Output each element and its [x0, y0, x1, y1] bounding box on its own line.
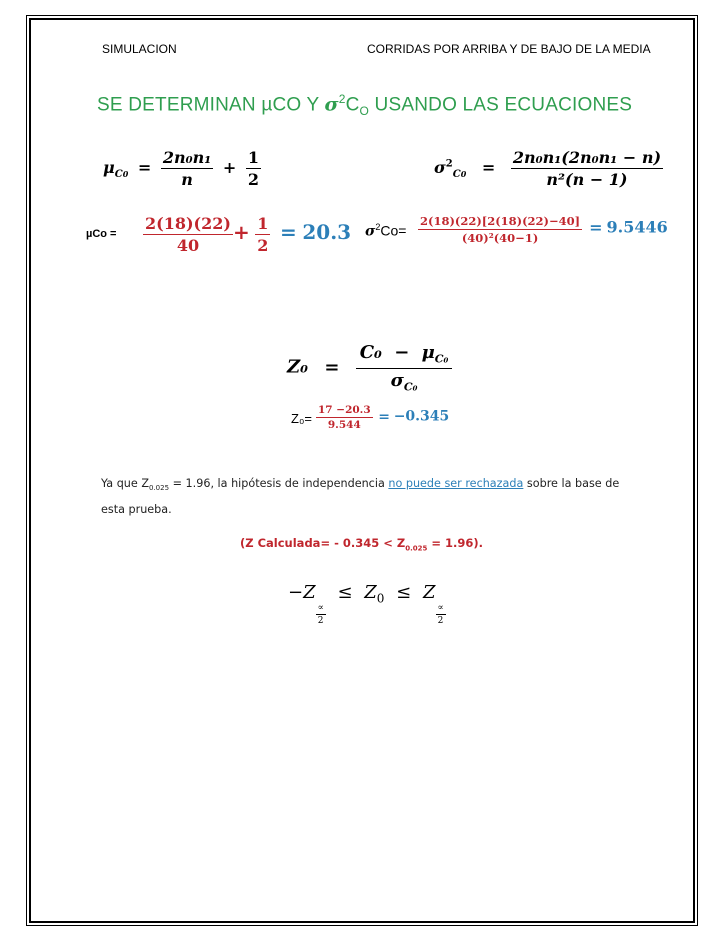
mean-calc-half — [255, 214, 270, 255]
z-formula — [287, 342, 452, 393]
inequality — [288, 582, 446, 626]
conclusion-pre: (Z Calculada= - 0.345 < Z — [240, 536, 406, 550]
z-eq: = — [324, 356, 340, 378]
z-num-b-sub: C₀ — [434, 352, 449, 366]
ineq-z1-sub — [316, 603, 326, 626]
conclusion — [240, 536, 483, 552]
mean-calc-fraction — [143, 214, 233, 255]
mean-calc-eq: = — [280, 220, 297, 244]
z-den-sub: C₀ — [403, 380, 418, 394]
ineq-z1-letter: Z — [303, 582, 316, 603]
mean-calc — [143, 214, 351, 255]
conclusion-sub: 0.025 — [405, 544, 428, 553]
mean-eq: = — [137, 158, 152, 177]
z-calc-fraction — [316, 404, 373, 431]
mean-half-num: 1 — [247, 148, 259, 167]
var-calc-den: (40)²(40−1) — [461, 231, 539, 245]
mean-half — [246, 148, 261, 189]
var-fraction — [511, 148, 663, 189]
var-lhs: σ — [434, 158, 446, 177]
ineq-alpha2: ∝ — [437, 603, 444, 613]
z-calc-eq: = — [378, 408, 391, 425]
para-post: sobre la base de — [523, 477, 620, 490]
mean-calc-result: 20.3 — [302, 220, 352, 244]
z-num-minus: − — [394, 342, 410, 363]
para-sub: 0.025 — [149, 484, 170, 493]
var-calc-num: 2(18)(22)[2(18)(22)−40] — [420, 214, 581, 228]
ineq-z2-sub — [436, 603, 446, 626]
var-calc-rest: Co= — [380, 222, 407, 239]
para-pre: Ya que Z — [101, 477, 149, 490]
title-sub: O — [359, 104, 370, 119]
header-left: SIMULACION — [102, 42, 177, 56]
mean-half-den: 2 — [247, 170, 259, 189]
section-title — [97, 92, 632, 118]
mean-calc-num: 2(18)(22) — [145, 214, 231, 233]
mean-calc-label: µCo = — [86, 228, 117, 240]
var-calc-sigma: σ — [365, 223, 376, 240]
var-calc-label — [365, 222, 406, 240]
var-eq: = — [481, 158, 496, 177]
ineq-le1: ≤ — [337, 582, 353, 603]
mean-calc-den: 40 — [176, 236, 200, 255]
title-sup: 2 — [338, 92, 346, 106]
ineq-z0: Z — [364, 582, 377, 603]
title-post: USANDO LAS ECUACIONES — [369, 94, 633, 116]
title-c: C — [345, 94, 360, 116]
mean-calc-half-num: 1 — [257, 214, 269, 233]
z-num — [356, 342, 453, 369]
mean-formula — [103, 148, 261, 189]
ineq-neg: − — [288, 582, 304, 603]
z-calc-num: 17 −20.3 — [318, 404, 371, 416]
var-calc — [418, 214, 668, 245]
mean-lhs: μ — [103, 158, 115, 177]
link-no-puede-ser-rechazada[interactable]: no puede ser rechazada — [388, 477, 524, 490]
z-den — [391, 369, 418, 394]
z-lhs: Z₀ — [287, 356, 309, 378]
variance-formula — [434, 148, 663, 189]
z-calc — [316, 404, 449, 431]
title-sigma: σ — [324, 93, 339, 116]
mean-calc-plus: + — [232, 220, 250, 244]
paragraph-line-1 — [101, 477, 619, 492]
ineq-two1: 2 — [317, 616, 324, 626]
var-calc-sup: 2 — [375, 222, 381, 232]
ineq-le2: ≤ — [396, 582, 412, 603]
mean-calc-half-den: 2 — [257, 236, 269, 255]
mean-plus: + — [222, 158, 237, 177]
z-num-b: μ — [421, 342, 435, 363]
mean-fraction — [161, 148, 213, 189]
var-calc-eq: = — [589, 217, 603, 237]
mean-num: 2n₀n₁ — [162, 148, 212, 167]
var-calc-fraction — [418, 214, 582, 245]
z-num-a: C₀ — [359, 342, 382, 363]
ineq-z2 — [422, 582, 446, 626]
title-pre: SE DETERMINAN µCO Y — [97, 94, 325, 116]
var-den: n²(n − 1) — [546, 170, 628, 189]
var-num: 2n₀n₁(2n₀n₁ − n) — [512, 148, 662, 167]
paragraph-line-2: esta prueba. — [101, 503, 172, 516]
var-lhs-subsub: 0 — [460, 169, 467, 180]
header-right: CORRIDAS POR ARRIBA Y DE BAJO DE LA MEDIA — [367, 42, 651, 56]
mean-lhs-subsub: 0 — [122, 169, 129, 180]
mean-den: n — [181, 170, 193, 189]
mean-lhs-sub: C — [114, 169, 123, 181]
var-lhs-sup: 2 — [445, 158, 453, 170]
ineq-z0-sub: 0 — [376, 591, 385, 606]
z-den-sigma: σ — [390, 369, 404, 391]
ineq-two2: 2 — [437, 616, 444, 626]
para-mid: = 1.96, la hipótesis de independencia — [169, 477, 389, 490]
z-fraction — [356, 342, 453, 393]
var-calc-result: 9.5446 — [606, 217, 668, 237]
var-lhs-sub: C — [452, 169, 461, 181]
ineq-z2-letter: Z — [422, 582, 436, 603]
ineq-z1 — [303, 582, 326, 626]
ineq-alpha1: ∝ — [317, 603, 324, 613]
z-calc-label: Z₀= — [291, 411, 312, 426]
conclusion-post: = 1.96). — [427, 536, 484, 550]
z-calc-result: −0.345 — [393, 408, 450, 425]
z-calc-den: 9.544 — [327, 419, 361, 431]
